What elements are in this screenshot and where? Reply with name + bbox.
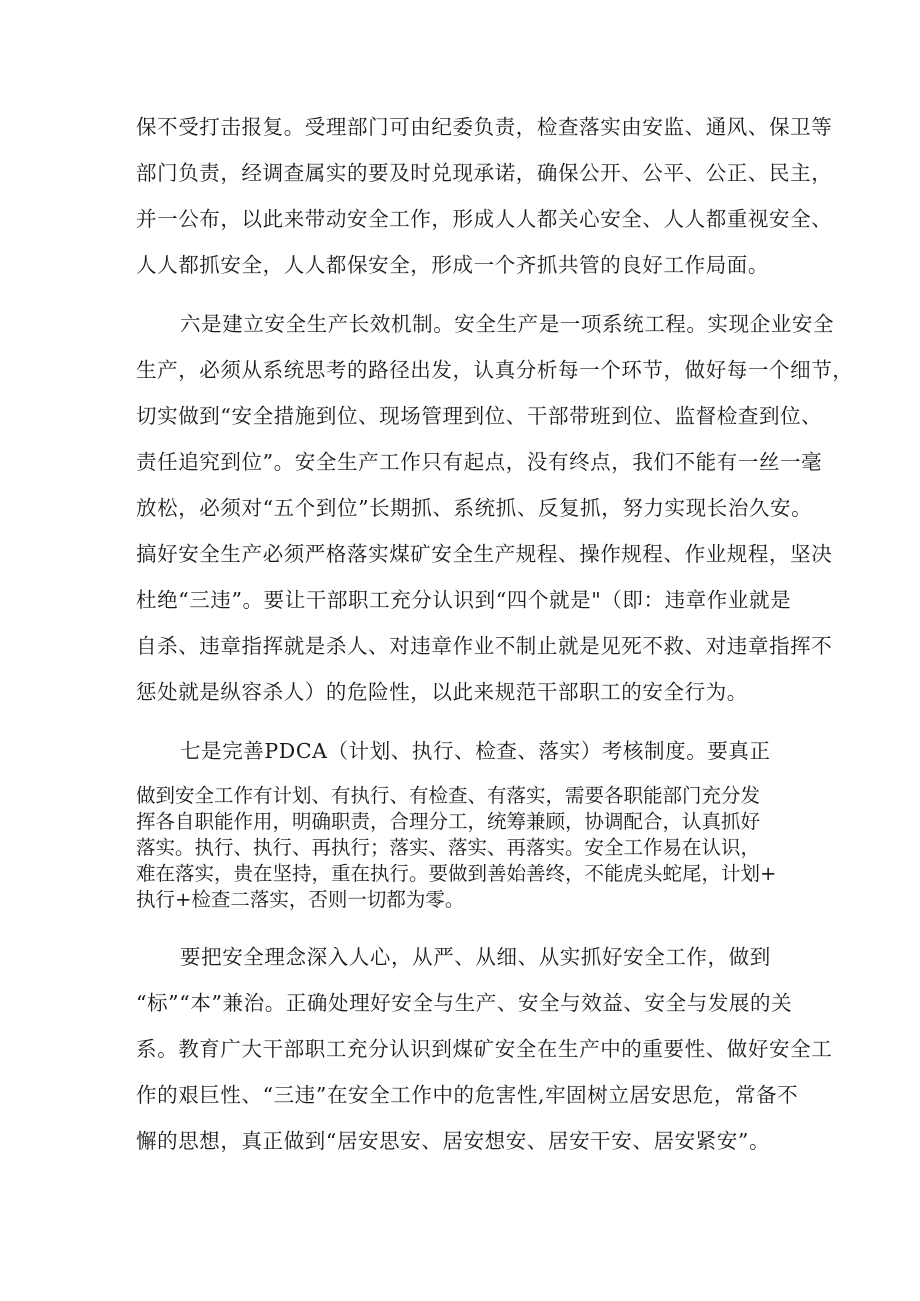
- text-line: 部门负责，经调查属实的要及时兑现承诺，确保公开、公平、公正、民主，: [136, 161, 833, 185]
- text-line: 切实做到“安全措施到位、现场管理到位、干部带班到位、监督检查到位、: [136, 404, 823, 428]
- text-line: 懈的思想，真正做到“居安思安、居安想安、居安干安、居安紧安”。: [136, 1129, 771, 1153]
- text-line: 人人都抓安全，人人都保安全，形成一个齐抓共管的良好工作局面。: [136, 253, 769, 277]
- text-line: 落实。执行、执行、再执行；落实、落实、再落实。安全工作易在认识，: [136, 836, 761, 859]
- text-line: 自杀、违章指挥就是杀人、对违章作业不制止就是见死不救、对违章指挥不: [136, 634, 833, 658]
- paragraph-heading-six: 六是建立安全生产长效机制。安全生产是一项系统工程。实现企业安全: [180, 312, 835, 336]
- paragraph-heading-seven: 七是完善PDCA（计划、执行、检查、落实）考核制度。要真正: [180, 739, 771, 763]
- text-line: 作的艰巨性、“三违”在安全工作中的危害性,牢固树立居安思危，常备不: [136, 1083, 799, 1107]
- text-line: 生产，必须从系统思考的路径出发，认真分析每一个环节，做好每一个细节，: [136, 358, 854, 382]
- text-line: 挥各自职能作用，明确职责，合理分工，统筹兼顾，协调配合，认真抓好: [136, 810, 761, 833]
- text-line: 杜绝“三违”。要让干部职工充分认识到“四个就是"（即：违章作业就是: [136, 588, 792, 612]
- text-line: 保不受打击报复。受理部门可由纪委负责，检查落实由安监、通风、保卫等: [136, 115, 833, 139]
- text-line: 难在落实，贵在坚持，重在执行。要做到善始善终，不能虎头蛇尾，计划+: [136, 862, 777, 885]
- text-line: 系。教育广大干部职工充分认识到煤矿安全在生产中的重要性、做好安全工: [136, 1037, 833, 1061]
- paragraph-conclusion: 要把安全理念深入人心，从严、从细、从实抓好安全工作，做到: [180, 945, 771, 969]
- text-line: 做到安全工作有计划、有执行、有检查、有落实，需要各职能部门充分发: [136, 784, 761, 807]
- text-line: 执行+检查二落实，否则一切都为零。: [136, 888, 465, 911]
- text-line: 放松，必须对“五个到位”长期抓、系统抓、反复抓，努力实现长治久安。: [136, 496, 813, 520]
- text-line: 惩处就是纵容杀人）的危险性，以此来规范干部职工的安全行为。: [136, 680, 748, 704]
- text-line: 责任追究到位”。安全生产工作只有起点，没有终点，我们不能有一丝一毫: [136, 450, 823, 474]
- text-line: “标”“本”兼治。正确处理好安全与生产、安全与效益、安全与发展的关: [136, 991, 793, 1015]
- text-line: 搞好安全生产必须严格落实煤矿安全生产规程、操作规程、作业规程，坚决: [136, 542, 833, 566]
- text-line: 并一公布，以此来带动安全工作，形成人人都关心安全、人人都重视安全、: [136, 207, 833, 231]
